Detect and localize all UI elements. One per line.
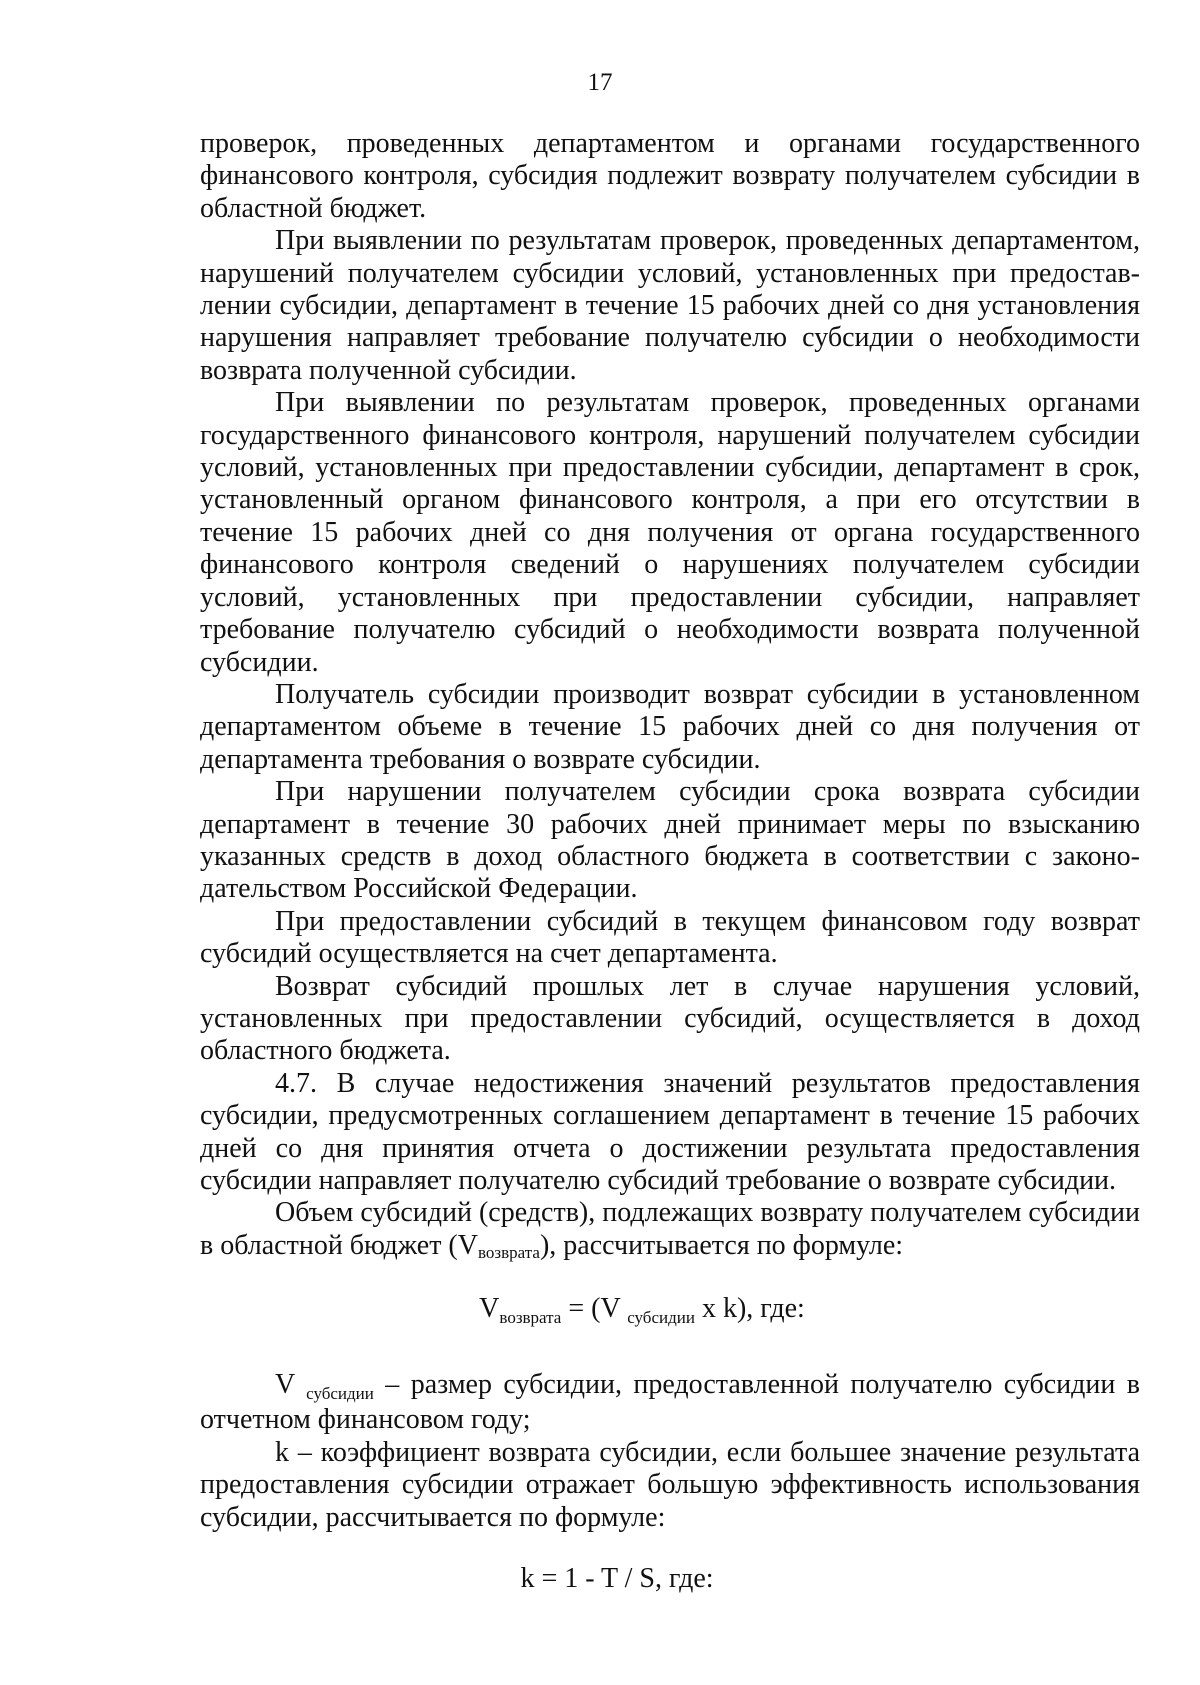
definition-v-symbol: V <box>275 1369 307 1400</box>
formula-k-tail: , где: <box>655 1563 714 1594</box>
paragraph: Получатель субсидии производит возврат субсидии в установленном департаментом объеме в течение 15 рабочих дней со дня получения от департамента требования о возврате субсидии. <box>200 678 1140 775</box>
volume-paragraph <box>200 1197 1140 1265</box>
formula-tail: x k), где: <box>694 1293 805 1324</box>
page-number: 17 <box>587 69 613 96</box>
volume-subscript: возврата <box>477 1242 540 1262</box>
formula-definitions <box>200 1369 1140 1534</box>
volume-text-before: Объем субсидий (средств), подлежащих возврату получателем субсидии в областной бюджет (V <box>200 1197 1140 1261</box>
paragraph: При нарушении получателем субсидии срока возврата субсидии департамент в течение 30 рабочих дней принимает меры по взысканию указанных средств в доход областного бюджета в соответствии с законодательством Российской Федерации. <box>200 776 1140 905</box>
formula-v: V <box>479 1293 500 1324</box>
paragraph: Возврат субсидий прошлых лет в случае нарушения условий, установленных при предоставлении субсидий, осуществляется в доход областного бюджета. <box>200 970 1140 1067</box>
formula-eq-open: = (V <box>561 1293 628 1324</box>
definition-k: k – коэффициент возврата субсидии, если большее значение результата предоставления субсидии отражает большую эффективность использования субсидии, рассчитывается по формуле: <box>200 1436 1140 1533</box>
volume-text-after: ), рассчитывается по формуле: <box>539 1229 904 1261</box>
document-body <box>200 128 1140 1265</box>
coefficient-formula <box>0 1563 1200 1595</box>
paragraph: При предоставлении субсидий в текущем финансовом году возврат субсидий осуществляется на счет департамента. <box>200 905 1140 970</box>
definition-v-subsidy <box>200 1369 1140 1437</box>
paragraph: проверок, проведенных департаментом и органами государственного финансового контроля, субсидия подлежит возврату получателем субсидии в областной бюджет. <box>200 128 1140 224</box>
definition-v-text: – размер субсидии, предоставленной получателю субсидии в отчетном финансовом году; <box>200 1369 1140 1436</box>
formula-v-subscript: возврата <box>499 1308 562 1327</box>
paragraph: При выявлении по результатам проверок, проведенных органами государственного финансового контроля, нарушений получателем субсидии условий, установленных при предоставлении субсидии, департамент в срок, установленный органом финансового контроля, а при его отсутствии в течение 15 рабочих дней со дня получения от органа государственного финансового контроля сведений о нарушениях получателем субсидии условий, установленных при предоставлении субсидии, направляет требование получателю субсидий о необходимости возврата полученной субсидии. <box>200 387 1140 678</box>
paragraph-4-7: 4.7. В случае недостижения значений результатов предоставления субсидии, предусмотренных соглашением департамент в течение 15 рабочих дней со дня принятия отчета о достижении результата предоставления субсидии направляет получателю субсидий требование о возврате субсидии. <box>200 1067 1140 1196</box>
return-volume-formula <box>0 1293 1200 1328</box>
formula-subsidy-subscript: субсидии <box>627 1308 695 1327</box>
formula-k-text: k = 1 - T / S <box>520 1563 655 1594</box>
definition-v-subscript: субсидии <box>306 1384 374 1403</box>
paragraph: При выявлении по результатам проверок, проведенных департаментом, нарушений получателем субсидии условий, установленных при предоставлении субсидии, департамент в течение 15 рабочих дней со дня установления нарушения направляет требование получателю субсидии о необходимости возврата полученной субсидии. <box>200 225 1140 386</box>
